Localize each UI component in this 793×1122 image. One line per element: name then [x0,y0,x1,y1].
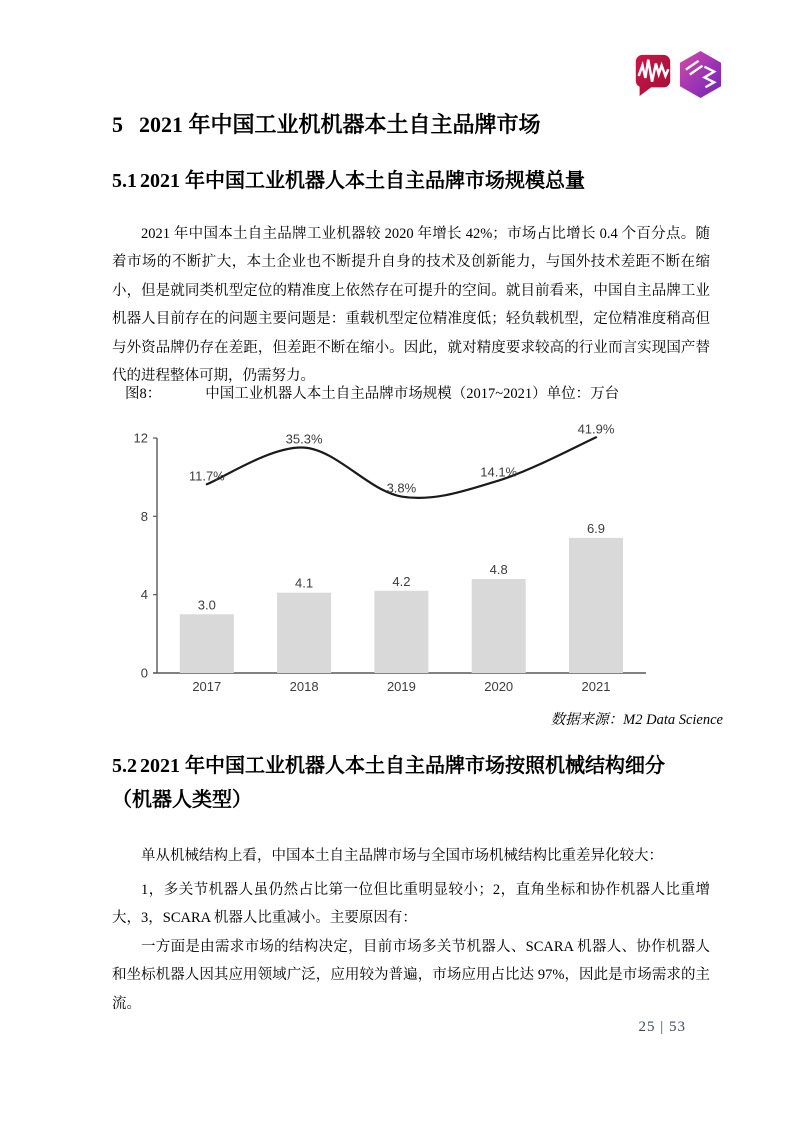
data-source-note: 数据来源：M2 Data Science [550,712,723,728]
bar-label-2019: 4.2 [392,573,411,589]
bar-label-2021: 6.9 [586,520,606,536]
bar-2021 [569,538,623,673]
line-label-2020: 14.1% [480,464,518,480]
section-5-title: 2021 年中国工业机机器本土自主品牌市场 [139,112,541,137]
market-size-chart-svg [130,420,675,710]
red-soundwave-logo [633,53,673,97]
figure-8-label: 图8： [125,386,162,402]
section-5-2-paragraph-2: 1，多关节机器人虽仍然占比第一位但比重明显较小；2，直角坐标和协作机器人比重增大，3，SCARA 机器人比重减小。主要原因有： [112,882,710,927]
y-tick-label: 0 [140,665,148,681]
section-5-2-title-line1: 2021 年中国工业机器人本土自主品牌市场按照机械结构细分 [140,755,665,777]
x-tick-label-2020: 2020 [484,679,514,694]
x-tick-label-2018: 2018 [289,679,319,694]
section-5-1-number: 5.1 [112,170,137,192]
bar-2018 [277,593,331,673]
page-number: 25 | 53 [638,1019,686,1035]
bar-2019 [374,591,428,673]
bar-label-2017: 3.0 [197,597,216,613]
bar-label-2020: 4.8 [489,562,508,577]
section-5-2-paragraph-3: 一方面是由需求市场的结构决定，目前市场多关节机器人、SCARA 机器人、协作机器人和坐标机器人因其应用领域广泛，应用较为普遍，市场应用占比达 97%，因此是市场需求的主流。 [112,939,710,1012]
x-tick-label-2019: 2019 [386,679,416,694]
bar-2020 [472,579,526,673]
bar-2017 [180,614,234,673]
header-logos [633,53,723,99]
y-tick-label: 8 [140,508,148,524]
section-5-2-title-line2: （机器人类型） [112,789,252,811]
figure-8-caption [125,382,619,403]
y-tick-label: 12 [133,430,148,446]
line-label-2021: 41.9% [577,421,615,437]
x-tick-label-2017: 2017 [192,679,222,694]
section-5-2-paragraph-1: 单从机械结构上看，中国本土自主品牌市场与全国市场机械结构比重差异化较大： [141,848,663,864]
y-tick-label: 4 [140,587,148,603]
line-label-2017: 11.7% [188,468,225,484]
section-5-1-title: 2021 年中国工业机器人本土自主品牌市场规模总量 [140,170,585,192]
figure-8-title: 中国工业机器人本土自主品牌市场规模（2017~2021）单位：万台 [205,386,620,402]
section-5-2-heading [112,749,752,817]
bar-label-2018: 4.1 [295,575,314,591]
figure-8-chart [130,420,675,710]
purple-cube-logo [678,50,723,99]
section-5-heading [112,110,541,140]
section-5-number: 5 [112,112,123,137]
section-5-1-heading [112,164,585,198]
x-tick-label-2021: 2021 [581,679,611,694]
section-5-1-paragraph: 2021 年中国本土自主品牌工业机器较 2020 年增长 42%；市场占比增长 0.4 个百分点。随着市场的不断扩大，本土企业也不断提升自身的技术及创新能力，与国外技术差距不断在缩小，但是就同类机型定位的精准度上依然存在可提升的空间。就目前看来，中国自主品牌工业机器人目前存在的问题主要问题是：重载机型定位精准度低；轻负载机型，定位精准度稍高但与外资品牌仍存在差距，但差距不断在缩小。因此，就对精度要求较高的行业而言实现国产替代的进程整体可期，仍需努力。 [112,226,710,385]
section-5-2-number: 5.2 [112,755,137,777]
line-label-2019: 3.8% [386,480,417,496]
line-label-2018: 35.3% [285,431,323,447]
